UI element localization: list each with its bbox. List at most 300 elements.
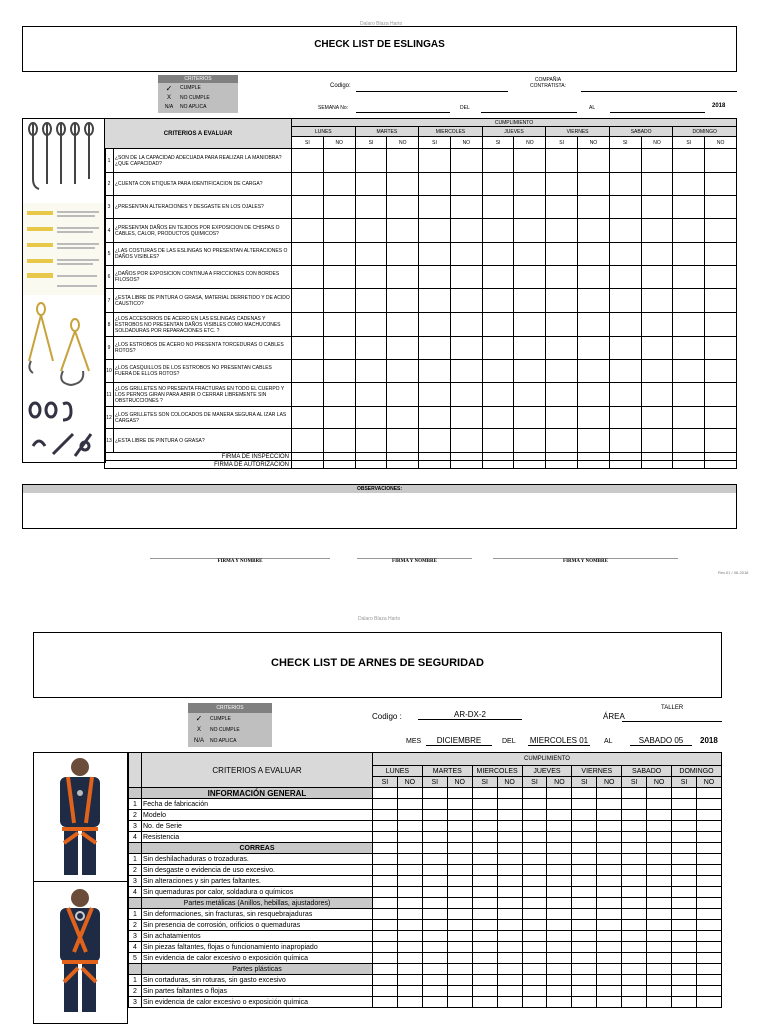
check-cell[interactable] [546, 266, 578, 289]
check-cell[interactable] [696, 799, 721, 810]
check-cell[interactable] [387, 149, 419, 173]
check-cell[interactable] [622, 997, 647, 1008]
check-cell[interactable] [514, 243, 546, 266]
check-cell[interactable] [482, 243, 514, 266]
check-cell[interactable] [522, 821, 547, 832]
check-cell[interactable] [422, 865, 447, 876]
check-cell[interactable] [673, 289, 705, 313]
check-cell[interactable] [514, 383, 546, 407]
check-cell[interactable] [422, 788, 447, 799]
check-cell[interactable] [323, 383, 355, 407]
check-cell[interactable] [497, 964, 522, 975]
check-cell[interactable] [622, 854, 647, 865]
check-cell[interactable] [422, 854, 447, 865]
check-cell[interactable] [597, 964, 622, 975]
check-cell[interactable] [672, 876, 697, 887]
check-cell[interactable] [422, 986, 447, 997]
check-cell[interactable] [292, 149, 324, 173]
check-cell[interactable] [373, 997, 398, 1008]
check-cell[interactable] [641, 407, 673, 429]
check-cell[interactable] [672, 898, 697, 909]
check-cell[interactable] [472, 832, 497, 843]
check-cell[interactable] [397, 964, 422, 975]
check-cell[interactable] [447, 865, 472, 876]
check-cell[interactable] [647, 953, 672, 964]
check-cell[interactable] [546, 383, 578, 407]
check-cell[interactable] [597, 887, 622, 898]
check-cell[interactable] [572, 821, 597, 832]
firma-cell[interactable] [419, 453, 451, 461]
check-cell[interactable] [292, 266, 324, 289]
check-cell[interactable] [597, 953, 622, 964]
check-cell[interactable] [397, 986, 422, 997]
check-cell[interactable] [672, 942, 697, 953]
check-cell[interactable] [292, 337, 324, 360]
check-cell[interactable] [497, 843, 522, 854]
check-cell[interactable] [547, 843, 572, 854]
check-cell[interactable] [622, 821, 647, 832]
check-cell[interactable] [546, 149, 578, 173]
check-cell[interactable] [355, 289, 387, 313]
check-cell[interactable] [387, 243, 419, 266]
check-cell[interactable] [373, 887, 398, 898]
check-cell[interactable] [472, 986, 497, 997]
check-cell[interactable] [647, 986, 672, 997]
check-cell[interactable] [673, 149, 705, 173]
check-cell[interactable] [373, 975, 398, 986]
check-cell[interactable] [373, 788, 398, 799]
doc2-del-field[interactable]: MIERCOLES 01 [529, 736, 589, 745]
check-cell[interactable] [609, 173, 641, 196]
firma-cell[interactable] [482, 461, 514, 469]
check-cell[interactable] [419, 289, 451, 313]
firma-cell[interactable] [514, 461, 546, 469]
check-cell[interactable] [292, 383, 324, 407]
check-cell[interactable] [482, 219, 514, 243]
check-cell[interactable] [609, 219, 641, 243]
check-cell[interactable] [355, 383, 387, 407]
check-cell[interactable] [546, 313, 578, 337]
check-cell[interactable] [373, 920, 398, 931]
firma-cell[interactable] [705, 461, 737, 469]
check-cell[interactable] [482, 383, 514, 407]
check-cell[interactable] [472, 975, 497, 986]
check-cell[interactable] [522, 843, 547, 854]
firma-cell[interactable] [578, 461, 610, 469]
check-cell[interactable] [450, 149, 482, 173]
doc2-mes-field[interactable]: DICIEMBRE [426, 736, 492, 746]
check-cell[interactable] [705, 407, 737, 429]
check-cell[interactable] [647, 997, 672, 1008]
check-cell[interactable] [497, 898, 522, 909]
check-cell[interactable] [450, 407, 482, 429]
check-cell[interactable] [641, 360, 673, 383]
firma-cell[interactable] [323, 461, 355, 469]
check-cell[interactable] [673, 173, 705, 196]
check-cell[interactable] [696, 843, 721, 854]
check-cell[interactable] [705, 383, 737, 407]
check-cell[interactable] [373, 876, 398, 887]
check-cell[interactable] [397, 788, 422, 799]
check-cell[interactable] [647, 975, 672, 986]
check-cell[interactable] [647, 799, 672, 810]
firma-cell[interactable] [292, 461, 324, 469]
check-cell[interactable] [447, 953, 472, 964]
check-cell[interactable] [696, 975, 721, 986]
check-cell[interactable] [547, 799, 572, 810]
check-cell[interactable] [447, 964, 472, 975]
check-cell[interactable] [705, 219, 737, 243]
check-cell[interactable] [546, 243, 578, 266]
check-cell[interactable] [450, 173, 482, 196]
check-cell[interactable] [672, 986, 697, 997]
check-cell[interactable] [422, 909, 447, 920]
check-cell[interactable] [641, 337, 673, 360]
check-cell[interactable] [472, 909, 497, 920]
check-cell[interactable] [355, 149, 387, 173]
firma-cell[interactable] [387, 461, 419, 469]
doc1-codigo-field[interactable] [356, 90, 508, 92]
check-cell[interactable] [641, 196, 673, 219]
check-cell[interactable] [422, 821, 447, 832]
check-cell[interactable] [292, 196, 324, 219]
check-cell[interactable] [323, 407, 355, 429]
check-cell[interactable] [546, 429, 578, 453]
check-cell[interactable] [622, 843, 647, 854]
check-cell[interactable] [578, 407, 610, 429]
check-cell[interactable] [597, 997, 622, 1008]
check-cell[interactable] [397, 832, 422, 843]
check-cell[interactable] [597, 920, 622, 931]
check-cell[interactable] [578, 429, 610, 453]
check-cell[interactable] [547, 832, 572, 843]
firma-cell[interactable] [450, 453, 482, 461]
check-cell[interactable] [547, 788, 572, 799]
check-cell[interactable] [696, 942, 721, 953]
check-cell[interactable] [482, 313, 514, 337]
check-cell[interactable] [397, 942, 422, 953]
check-cell[interactable] [672, 920, 697, 931]
check-cell[interactable] [647, 865, 672, 876]
check-cell[interactable] [522, 876, 547, 887]
check-cell[interactable] [597, 931, 622, 942]
check-cell[interactable] [497, 953, 522, 964]
firma-cell[interactable] [578, 453, 610, 461]
check-cell[interactable] [672, 865, 697, 876]
check-cell[interactable] [696, 986, 721, 997]
check-cell[interactable] [397, 898, 422, 909]
check-cell[interactable] [672, 964, 697, 975]
check-cell[interactable] [672, 821, 697, 832]
check-cell[interactable] [387, 337, 419, 360]
check-cell[interactable] [546, 360, 578, 383]
check-cell[interactable] [705, 149, 737, 173]
check-cell[interactable] [292, 173, 324, 196]
check-cell[interactable] [696, 931, 721, 942]
check-cell[interactable] [514, 149, 546, 173]
check-cell[interactable] [578, 149, 610, 173]
check-cell[interactable] [672, 953, 697, 964]
check-cell[interactable] [497, 920, 522, 931]
check-cell[interactable] [673, 429, 705, 453]
firma-cell[interactable] [705, 453, 737, 461]
check-cell[interactable] [447, 887, 472, 898]
check-cell[interactable] [422, 920, 447, 931]
check-cell[interactable] [547, 876, 572, 887]
check-cell[interactable] [622, 975, 647, 986]
check-cell[interactable] [419, 429, 451, 453]
check-cell[interactable] [673, 407, 705, 429]
check-cell[interactable] [397, 810, 422, 821]
check-cell[interactable] [597, 832, 622, 843]
check-cell[interactable] [572, 997, 597, 1008]
check-cell[interactable] [522, 832, 547, 843]
check-cell[interactable] [497, 986, 522, 997]
check-cell[interactable] [497, 909, 522, 920]
check-cell[interactable] [292, 407, 324, 429]
check-cell[interactable] [292, 219, 324, 243]
check-cell[interactable] [387, 383, 419, 407]
check-cell[interactable] [522, 788, 547, 799]
check-cell[interactable] [482, 360, 514, 383]
check-cell[interactable] [397, 975, 422, 986]
check-cell[interactable] [672, 788, 697, 799]
check-cell[interactable] [497, 799, 522, 810]
check-cell[interactable] [419, 196, 451, 219]
firma-cell[interactable] [673, 453, 705, 461]
check-cell[interactable] [547, 975, 572, 986]
check-cell[interactable] [482, 266, 514, 289]
check-cell[interactable] [647, 854, 672, 865]
check-cell[interactable] [572, 975, 597, 986]
check-cell[interactable] [673, 266, 705, 289]
check-cell[interactable] [514, 173, 546, 196]
check-cell[interactable] [419, 266, 451, 289]
check-cell[interactable] [373, 898, 398, 909]
check-cell[interactable] [497, 854, 522, 865]
firma-cell[interactable] [546, 461, 578, 469]
check-cell[interactable] [355, 429, 387, 453]
check-cell[interactable] [696, 876, 721, 887]
check-cell[interactable] [609, 383, 641, 407]
check-cell[interactable] [622, 865, 647, 876]
check-cell[interactable] [672, 975, 697, 986]
check-cell[interactable] [696, 788, 721, 799]
check-cell[interactable] [705, 243, 737, 266]
check-cell[interactable] [641, 289, 673, 313]
check-cell[interactable] [419, 243, 451, 266]
check-cell[interactable] [609, 289, 641, 313]
check-cell[interactable] [522, 953, 547, 964]
doc1-del-field[interactable] [481, 111, 577, 113]
check-cell[interactable] [696, 887, 721, 898]
check-cell[interactable] [514, 196, 546, 219]
check-cell[interactable] [472, 898, 497, 909]
check-cell[interactable] [522, 854, 547, 865]
check-cell[interactable] [447, 986, 472, 997]
check-cell[interactable] [373, 986, 398, 997]
check-cell[interactable] [482, 289, 514, 313]
check-cell[interactable] [482, 407, 514, 429]
check-cell[interactable] [547, 909, 572, 920]
check-cell[interactable] [547, 931, 572, 942]
check-cell[interactable] [323, 243, 355, 266]
check-cell[interactable] [647, 909, 672, 920]
check-cell[interactable] [450, 266, 482, 289]
check-cell[interactable] [522, 810, 547, 821]
check-cell[interactable] [373, 810, 398, 821]
check-cell[interactable] [373, 931, 398, 942]
check-cell[interactable] [647, 788, 672, 799]
check-cell[interactable] [397, 920, 422, 931]
check-cell[interactable] [355, 243, 387, 266]
firma-cell[interactable] [609, 453, 641, 461]
check-cell[interactable] [447, 821, 472, 832]
check-cell[interactable] [547, 953, 572, 964]
check-cell[interactable] [514, 407, 546, 429]
check-cell[interactable] [419, 407, 451, 429]
check-cell[interactable] [355, 360, 387, 383]
check-cell[interactable] [547, 887, 572, 898]
check-cell[interactable] [696, 898, 721, 909]
check-cell[interactable] [546, 407, 578, 429]
check-cell[interactable] [647, 898, 672, 909]
check-cell[interactable] [609, 429, 641, 453]
check-cell[interactable] [696, 909, 721, 920]
check-cell[interactable] [292, 360, 324, 383]
check-cell[interactable] [447, 909, 472, 920]
check-cell[interactable] [572, 788, 597, 799]
check-cell[interactable] [355, 219, 387, 243]
check-cell[interactable] [522, 887, 547, 898]
doc2-codigo-field[interactable]: AR-DX-2 [418, 710, 522, 720]
firma-cell[interactable] [387, 453, 419, 461]
check-cell[interactable] [572, 964, 597, 975]
check-cell[interactable] [397, 843, 422, 854]
firma-cell[interactable] [482, 453, 514, 461]
check-cell[interactable] [450, 313, 482, 337]
check-cell[interactable] [705, 266, 737, 289]
check-cell[interactable] [397, 876, 422, 887]
check-cell[interactable] [572, 953, 597, 964]
check-cell[interactable] [597, 909, 622, 920]
check-cell[interactable] [419, 360, 451, 383]
check-cell[interactable] [355, 266, 387, 289]
doc1-compania-field[interactable] [581, 90, 737, 92]
check-cell[interactable] [578, 383, 610, 407]
check-cell[interactable] [609, 243, 641, 266]
check-cell[interactable] [609, 337, 641, 360]
check-cell[interactable] [422, 942, 447, 953]
check-cell[interactable] [622, 942, 647, 953]
check-cell[interactable] [547, 854, 572, 865]
check-cell[interactable] [696, 865, 721, 876]
check-cell[interactable] [450, 337, 482, 360]
check-cell[interactable] [647, 964, 672, 975]
check-cell[interactable] [497, 810, 522, 821]
check-cell[interactable] [482, 149, 514, 173]
check-cell[interactable] [447, 843, 472, 854]
check-cell[interactable] [597, 898, 622, 909]
check-cell[interactable] [547, 997, 572, 1008]
check-cell[interactable] [672, 810, 697, 821]
check-cell[interactable] [373, 953, 398, 964]
check-cell[interactable] [447, 920, 472, 931]
check-cell[interactable] [572, 854, 597, 865]
check-cell[interactable] [672, 832, 697, 843]
check-cell[interactable] [472, 953, 497, 964]
check-cell[interactable] [292, 313, 324, 337]
check-cell[interactable] [419, 219, 451, 243]
check-cell[interactable] [522, 909, 547, 920]
check-cell[interactable] [597, 843, 622, 854]
check-cell[interactable] [622, 986, 647, 997]
check-cell[interactable] [397, 821, 422, 832]
check-cell[interactable] [323, 196, 355, 219]
check-cell[interactable] [472, 964, 497, 975]
check-cell[interactable] [673, 360, 705, 383]
check-cell[interactable] [447, 799, 472, 810]
check-cell[interactable] [419, 313, 451, 337]
check-cell[interactable] [497, 865, 522, 876]
check-cell[interactable] [323, 219, 355, 243]
check-cell[interactable] [647, 931, 672, 942]
firma-cell[interactable] [292, 453, 324, 461]
check-cell[interactable] [387, 196, 419, 219]
check-cell[interactable] [609, 196, 641, 219]
check-cell[interactable] [622, 876, 647, 887]
check-cell[interactable] [572, 909, 597, 920]
check-cell[interactable] [292, 243, 324, 266]
doc1-semana-field[interactable] [356, 111, 450, 113]
check-cell[interactable] [647, 832, 672, 843]
check-cell[interactable] [292, 429, 324, 453]
check-cell[interactable] [355, 173, 387, 196]
check-cell[interactable] [641, 243, 673, 266]
check-cell[interactable] [622, 810, 647, 821]
check-cell[interactable] [578, 196, 610, 219]
check-cell[interactable] [514, 313, 546, 337]
check-cell[interactable] [572, 887, 597, 898]
check-cell[interactable] [497, 832, 522, 843]
check-cell[interactable] [472, 997, 497, 1008]
check-cell[interactable] [609, 407, 641, 429]
check-cell[interactable] [373, 832, 398, 843]
doc1-observaciones-box[interactable] [22, 484, 737, 529]
check-cell[interactable] [609, 149, 641, 173]
check-cell[interactable] [578, 266, 610, 289]
check-cell[interactable] [422, 898, 447, 909]
check-cell[interactable] [323, 289, 355, 313]
check-cell[interactable] [497, 942, 522, 953]
check-cell[interactable] [355, 407, 387, 429]
check-cell[interactable] [450, 383, 482, 407]
check-cell[interactable] [419, 337, 451, 360]
check-cell[interactable] [482, 196, 514, 219]
check-cell[interactable] [472, 887, 497, 898]
check-cell[interactable] [447, 810, 472, 821]
check-cell[interactable] [673, 383, 705, 407]
check-cell[interactable] [696, 953, 721, 964]
firma-cell[interactable] [355, 453, 387, 461]
check-cell[interactable] [373, 854, 398, 865]
check-cell[interactable] [672, 997, 697, 1008]
check-cell[interactable] [572, 920, 597, 931]
check-cell[interactable] [387, 407, 419, 429]
firma-cell[interactable] [546, 453, 578, 461]
check-cell[interactable] [472, 843, 497, 854]
check-cell[interactable] [597, 876, 622, 887]
